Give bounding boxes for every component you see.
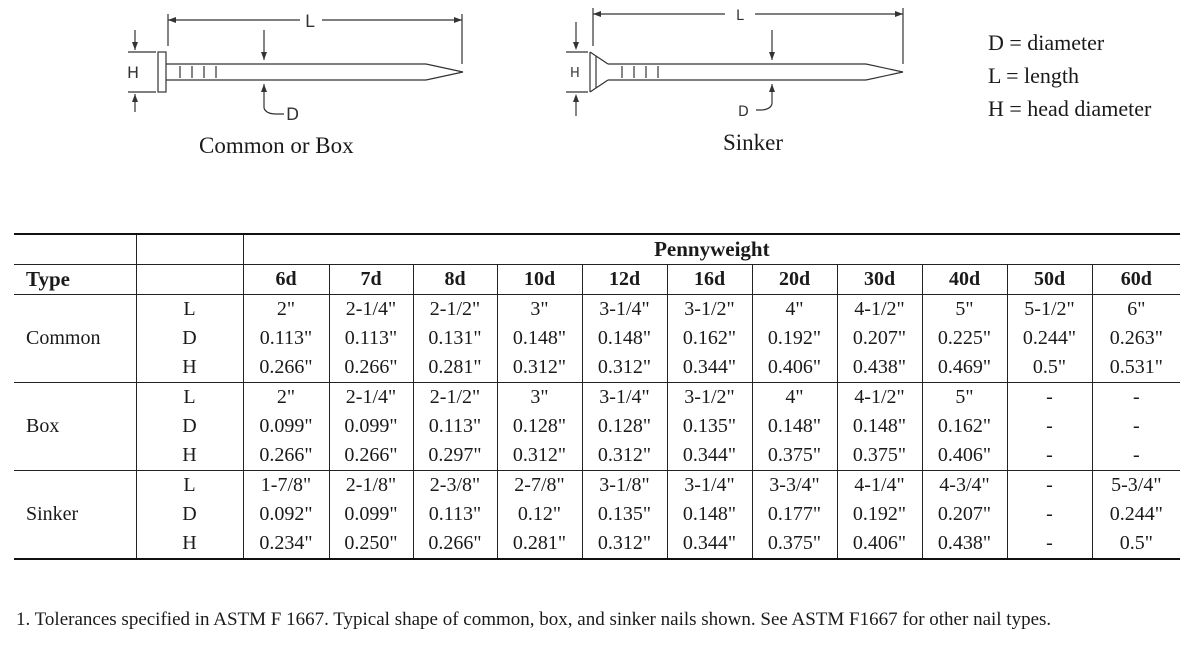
value-cell: 4-1/2" [837,295,922,325]
value-cell: 0.099" [243,412,329,441]
common-D-label: D [286,105,300,125]
table-row [14,324,1180,353]
value-cell: 2-1/4" [329,295,413,325]
sinker-nail-drawing [566,8,903,116]
pennyweight-header: Pennyweight [243,234,1180,265]
dimension-label: H [136,441,243,471]
value-cell: 3-1/4" [667,471,752,501]
value-cell: 3-1/4" [582,383,667,413]
value-cell: 0.5" [1007,353,1092,383]
type-sinker: Sinker [14,471,136,560]
dimension-label: H [136,529,243,559]
value-cell: 5-3/4" [1111,474,1162,496]
value-cell: 5" [922,295,1007,325]
size-header-20d: 20d [752,265,837,295]
value-cell: 1-7/8" [243,471,329,501]
value-cell: 0.12" [497,500,582,529]
value-cell: 2-1/2" [413,383,497,413]
value-cell: 0.266" [329,353,413,383]
value-cell: 5" [922,383,1007,413]
value-cell: 0.192" [837,500,922,529]
pennyweight-header-row [14,234,1180,265]
value-cell: 4-1/2" [837,383,922,413]
value-cell: 0.225" [922,324,1007,353]
value-cell: - [1132,415,1140,437]
sinker-D-label: D [738,104,749,120]
dimension-label: D [136,324,243,353]
value-cell: 2" [243,295,329,325]
value-cell: 0.406" [922,441,1007,471]
value-cell: 0.281" [413,353,497,383]
sinker-H-label: H [570,66,580,81]
value-cell: 0.297" [413,441,497,471]
value-cell: 0.148" [752,412,837,441]
value-cell: 0.162" [667,324,752,353]
value-cell: 0.234" [243,529,329,559]
value-cell: 0.162" [922,412,1007,441]
common-L-label: L [305,12,315,32]
value-cell: 0.406" [837,529,922,559]
table-row [14,295,1180,325]
value-cell: 6" [1127,298,1146,320]
size-header-50d: 50d [1007,265,1092,295]
type-header: Type [14,265,136,295]
value-cell: 0.344" [667,441,752,471]
value-cell: 0.5" [1092,529,1180,559]
value-cell: 0.266" [413,529,497,559]
value-cell: 0.131" [413,324,497,353]
value-cell: - [1007,441,1092,471]
value-cell: 0.438" [922,529,1007,559]
value-cell: 3-1/2" [667,383,752,413]
size-header-16d: 16d [667,265,752,295]
table-row [14,441,1180,471]
legend-head-diameter: H = head diameter [988,96,1152,121]
value-cell: 0.207" [922,500,1007,529]
value-cell: 0.244" [1007,324,1092,353]
value-cell: 0.135" [582,500,667,529]
value-cell: 0.312" [497,353,582,383]
value-cell: 0.531" [1092,353,1180,383]
legend-length: L = length [988,63,1080,88]
size-header-60d: 60d [1092,265,1180,295]
value-cell: 0.375" [752,529,837,559]
value-cell: 2-7/8" [497,471,582,501]
value-cell: 3" [497,383,582,413]
value-cell: 0.312" [582,441,667,471]
value-cell: 0.128" [497,412,582,441]
value-cell: 0.438" [837,353,922,383]
size-header-8d: 8d [413,265,497,295]
value-cell: 0.148" [667,500,752,529]
dimension-label: L [136,295,243,325]
value-cell: 0.375" [752,441,837,471]
footnote: 1. Tolerances specified in ASTM F 1667. Typical shape of common, box, and sinker nails shown. See ASTM F1667 for other nail types. [16,609,1052,630]
value-cell: 0.312" [582,529,667,559]
value-cell: 2" [243,383,329,413]
sinker-L-label: L [736,8,744,24]
value-cell: 2-1/2" [413,295,497,325]
value-cell: 0.266" [243,441,329,471]
value-cell: 0.344" [667,353,752,383]
dimension-label: L [136,383,243,413]
value-cell: 0.113" [413,412,497,441]
value-cell: 0.092" [243,500,329,529]
value-cell: 0.375" [837,441,922,471]
table-row [14,471,1180,501]
value-cell: 0.113" [243,324,329,353]
value-cell: - [1007,383,1092,413]
value-cell: - [1007,529,1092,559]
nail-spec-table [14,233,1180,560]
value-cell: 0.312" [497,441,582,471]
value-cell: 4-3/4" [922,471,1007,501]
value-cell: 0.128" [582,412,667,441]
value-cell: 0.113" [329,324,413,353]
dimension-label: H [136,353,243,383]
type-common: Common [14,295,136,383]
size-header-40d: 40d [922,265,1007,295]
size-header-12d: 12d [582,265,667,295]
value-cell: 4" [752,295,837,325]
value-cell: 3-3/4" [752,471,837,501]
value-cell: 0.099" [329,500,413,529]
value-cell: 0.344" [667,529,752,559]
value-cell: 0.113" [413,500,497,529]
common-H-label: H [127,63,140,82]
value-cell: 3-1/8" [582,471,667,501]
value-cell: 0.192" [752,324,837,353]
value-cell: 0.177" [752,500,837,529]
value-cell: 0.148" [582,324,667,353]
value-cell: - [1092,441,1180,471]
dimension-label: D [136,500,243,529]
size-header-10d: 10d [497,265,582,295]
value-cell: - [1007,471,1092,501]
value-cell: - [1007,500,1092,529]
value-cell: 0.281" [497,529,582,559]
value-cell: 0.250" [329,529,413,559]
dimension-label: D [136,412,243,441]
type-box: Box [14,383,136,471]
value-cell: 0.469" [922,353,1007,383]
table-row [14,383,1180,413]
size-header-30d: 30d [837,265,922,295]
value-cell: 2-1/4" [329,383,413,413]
value-cell: 0.207" [837,324,922,353]
value-cell: 0.244" [1109,503,1163,525]
value-cell: 4" [752,383,837,413]
value-cell: 2-1/8" [329,471,413,501]
value-cell: 3-1/2" [667,295,752,325]
value-cell: 0.312" [582,353,667,383]
value-cell: 3" [497,295,582,325]
value-cell: 0.148" [497,324,582,353]
size-header-6d: 6d [243,265,329,295]
table-row [14,500,1180,529]
value-cell: 3-1/4" [582,295,667,325]
value-cell: 0.135" [667,412,752,441]
table-row [14,353,1180,383]
value-cell: - [1007,412,1092,441]
common-caption: Common or Box [199,133,354,158]
value-cell: 0.266" [329,441,413,471]
value-cell: 0.406" [752,353,837,383]
value-cell: 5-1/2" [1007,295,1092,325]
nail-diagrams [0,0,1200,200]
value-cell: 0.148" [837,412,922,441]
table-row [14,412,1180,441]
table-row [14,529,1180,559]
value-cell: - [1132,386,1140,408]
size-header-row [14,265,1180,295]
dimension-label: L [136,471,243,501]
size-header-7d: 7d [329,265,413,295]
value-cell: 4-1/4" [837,471,922,501]
value-cell: 0.266" [243,353,329,383]
legend-diameter: D = diameter [988,30,1105,55]
sinker-caption: Sinker [723,130,784,155]
value-cell: 0.263" [1109,327,1163,349]
value-cell: 0.099" [329,412,413,441]
value-cell: 2-3/8" [413,471,497,501]
common-nail-drawing [128,14,463,114]
